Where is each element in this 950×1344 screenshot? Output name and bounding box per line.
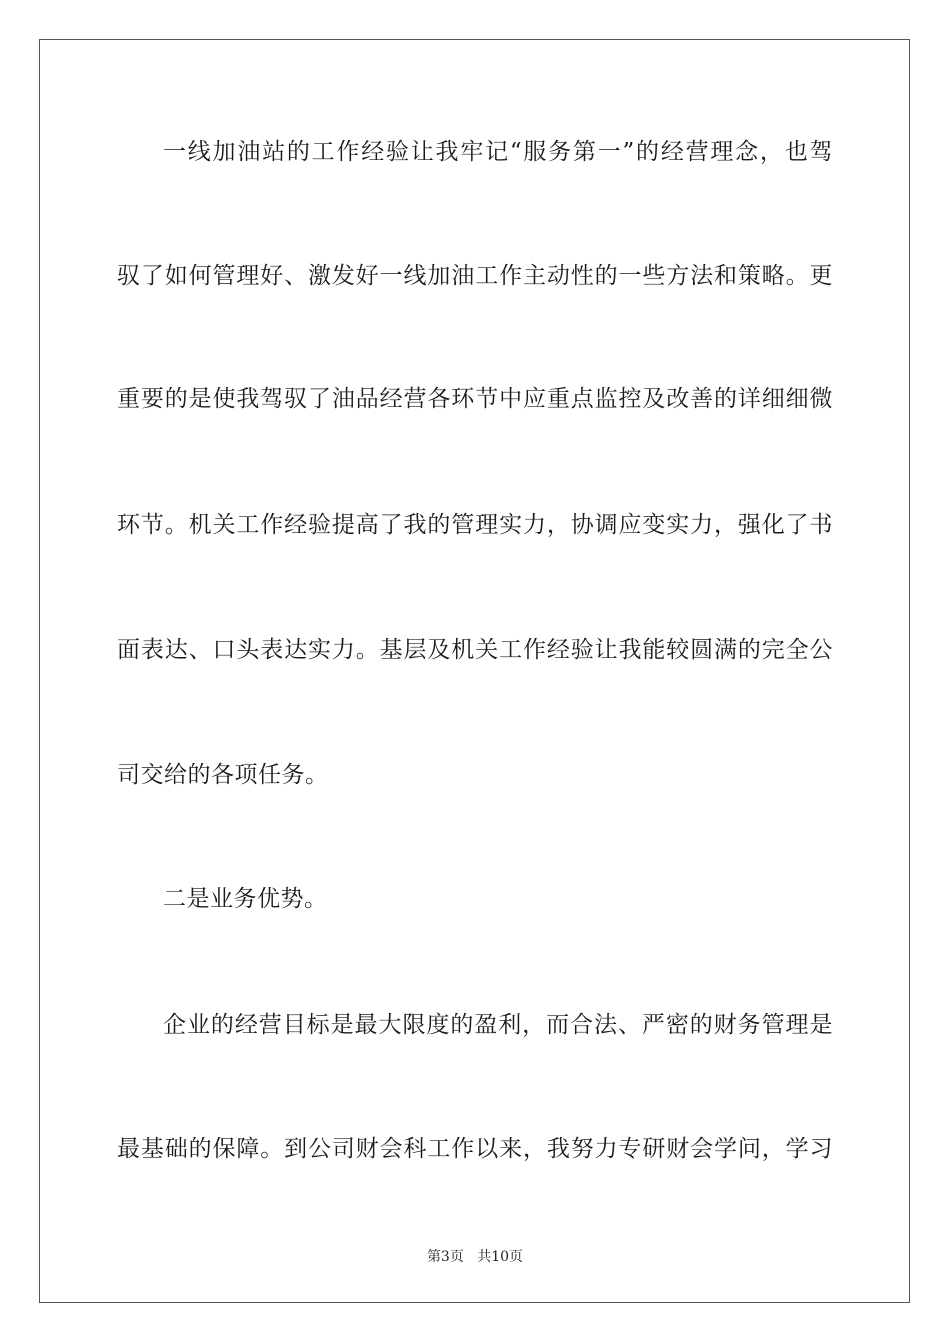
paragraph-line: 企业的经营目标是最大限度的盈利，而合法、严密的财务管理是 — [163, 1012, 833, 1038]
page-total: 共10页 — [477, 1249, 524, 1265]
paragraph-line: 面表达、口头表达实力。基层及机关工作经验让我能较圆满的完全公 — [117, 637, 833, 663]
paragraph-line: 驭了如何管理好、激发好一线加油工作主动性的一些方法和策略。更 — [117, 263, 833, 289]
paragraph-line: 一线加油站的工作经验让我牢记“服务第一”的经营理念，也驾 — [163, 139, 833, 165]
paragraph-line: 二是业务优势。 — [163, 886, 328, 912]
paragraph-line: 环节。机关工作经验提高了我的管理实力，协调应变实力，强化了书 — [117, 512, 833, 538]
paragraph-line: 司交给的各项任务。 — [117, 762, 329, 788]
paragraph-line: 重要的是使我驾驭了油品经营各环节中应重点监控及改善的详细细微 — [117, 386, 833, 412]
page-number: 第3页 — [426, 1249, 464, 1265]
paragraph-line: 最基础的保障。到公司财会科工作以来，我努力专研财会学问，学习 — [117, 1136, 833, 1162]
page-footer — [0, 1248, 950, 1266]
page-frame — [39, 39, 910, 1303]
